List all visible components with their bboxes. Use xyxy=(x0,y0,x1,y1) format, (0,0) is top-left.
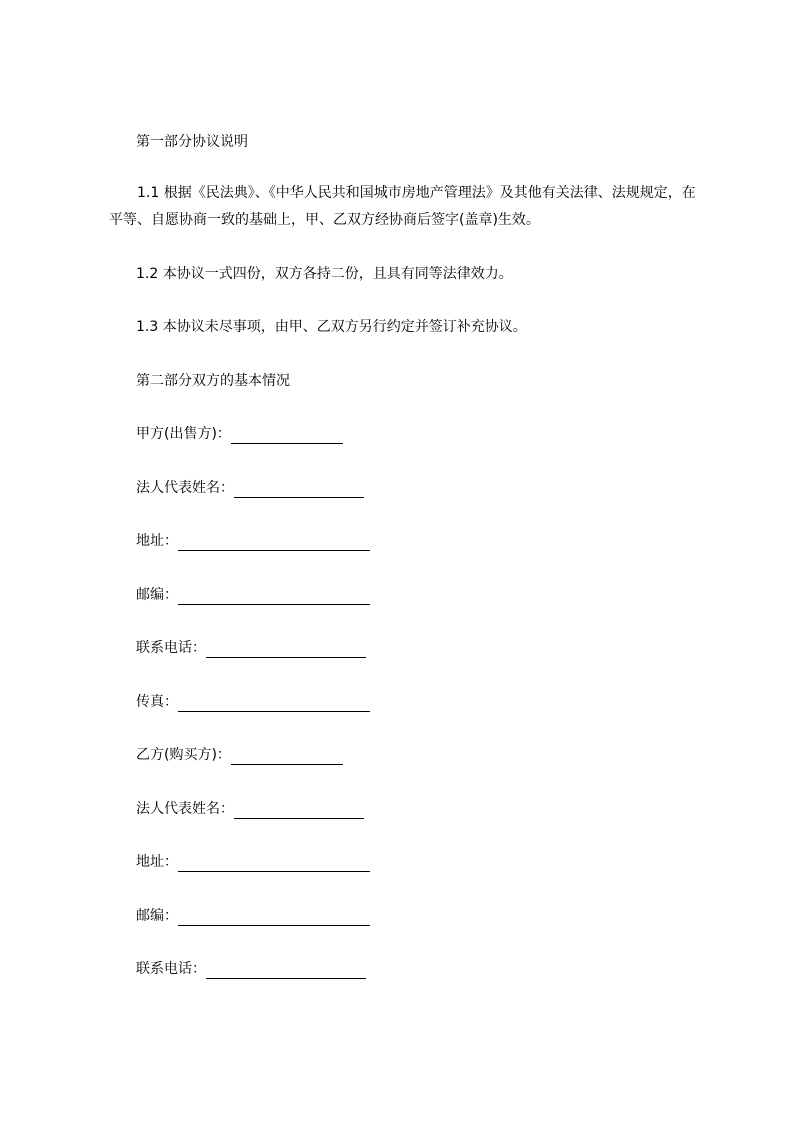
party-b-address-label: 地址： xyxy=(136,854,178,870)
party-b-postcode-field xyxy=(136,906,370,926)
party-b-address-field xyxy=(136,852,370,872)
party-b-rep-blank[interactable] xyxy=(234,803,364,819)
party-b-phone-field xyxy=(136,959,366,979)
party-b-rep-field xyxy=(136,799,364,819)
party-b-address-blank[interactable] xyxy=(178,856,370,872)
party-a-postcode-label: 邮编： xyxy=(136,587,178,603)
party-b-postcode-blank[interactable] xyxy=(178,910,370,926)
party-a-name-field xyxy=(136,424,343,444)
party-a-fax-field xyxy=(136,692,370,712)
party-b-name-field xyxy=(136,745,343,765)
party-a-address-field xyxy=(136,531,370,551)
party-b-phone-blank[interactable] xyxy=(206,963,366,979)
party-a-rep-label: 法人代表姓名： xyxy=(136,480,234,496)
party-a-postcode-field xyxy=(136,585,370,605)
party-a-phone-label: 联系电话： xyxy=(136,640,206,656)
clause-1-3: 1.3 本协议未尽事项，由甲、乙双方另行约定并签订补充协议。 xyxy=(136,319,527,335)
party-b-postcode-label: 邮编： xyxy=(136,908,178,924)
party-a-name-blank[interactable] xyxy=(231,428,343,444)
party-a-rep-field xyxy=(136,478,364,498)
party-b-name-label: 乙方(购买方)： xyxy=(136,747,231,763)
party-b-name-blank[interactable] xyxy=(231,749,343,765)
clause-1-1: 1.1 根据《民法典》、《中华人民共和国城市房地产管理法》及其他有关法律、法规规定，在平等、自愿协商一致的基础上，甲、乙双方经协商后签字(盖章)生效。 xyxy=(109,185,696,228)
party-a-rep-blank[interactable] xyxy=(234,482,364,498)
section-2-heading: 第二部分双方的基本情况 xyxy=(136,373,290,389)
party-a-phone-blank[interactable] xyxy=(206,642,366,658)
party-b-phone-label: 联系电话： xyxy=(136,961,206,977)
party-b-rep-label: 法人代表姓名： xyxy=(136,801,234,817)
party-a-address-blank[interactable] xyxy=(178,535,370,551)
section-1-heading: 第一部分协议说明 xyxy=(136,134,248,150)
party-a-postcode-blank[interactable] xyxy=(178,589,370,605)
party-a-fax-blank[interactable] xyxy=(178,696,370,712)
clause-1-2: 1.2 本协议一式四份，双方各持二份，且具有同等法律效力。 xyxy=(136,266,513,282)
party-a-fax-label: 传真： xyxy=(136,694,178,710)
party-a-name-label: 甲方(出售方)： xyxy=(136,426,231,442)
party-a-phone-field xyxy=(136,638,366,658)
party-a-address-label: 地址： xyxy=(136,533,178,549)
